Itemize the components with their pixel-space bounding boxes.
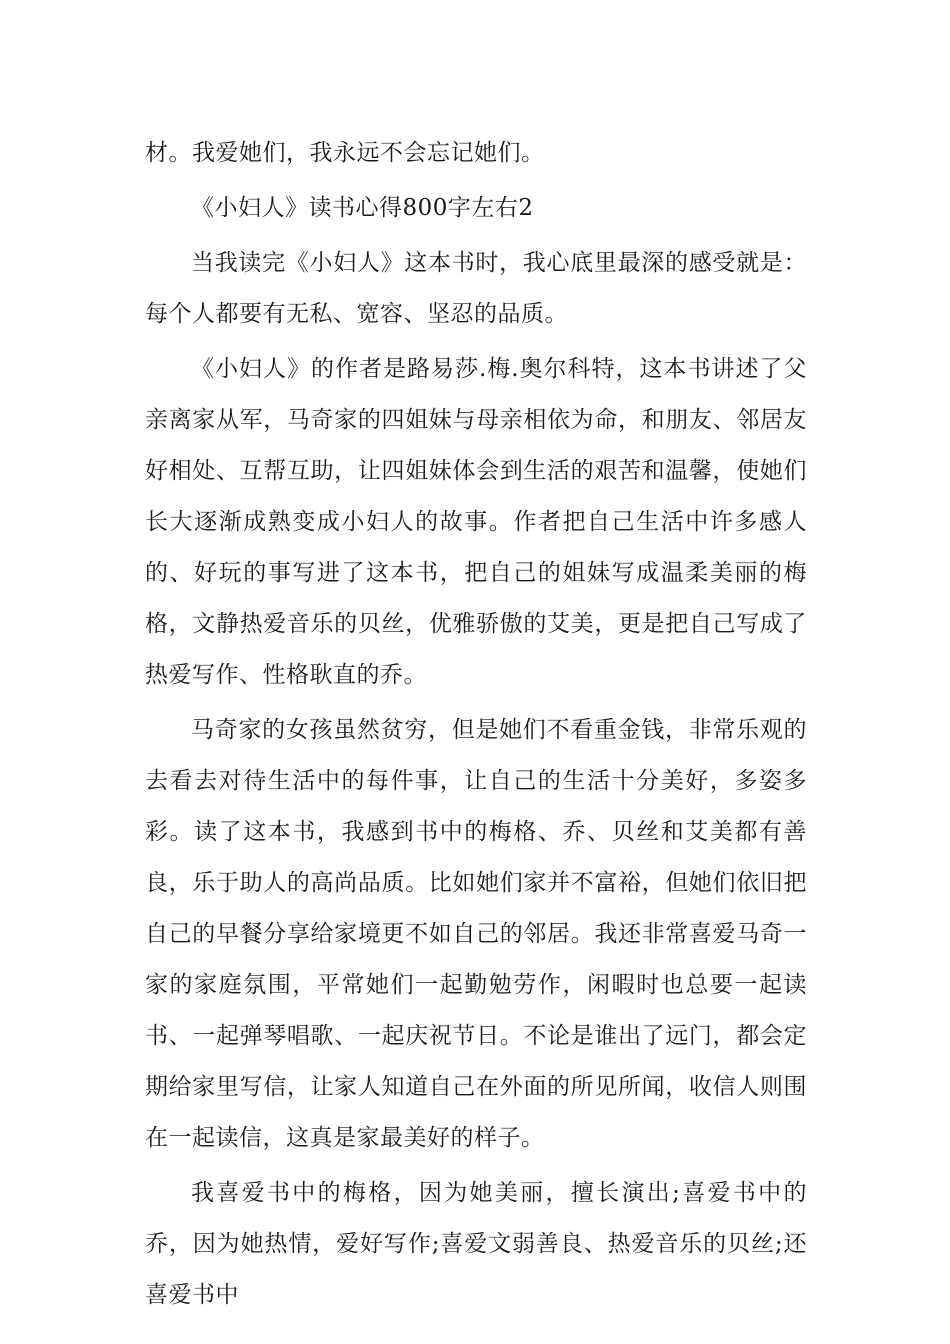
paragraph-family: 马奇家的女孩虽然贫穷，但是她们不看重金钱，非常乐观的去看去对待生活中的每件事，让自己的生活十分美好，多姿多彩。读了这本书，我感到书中的梅格、乔、贝丝和艾美都有善良，乐于助人的高尚品质。比如她们家并不富裕，但她们依旧把自己的早餐分享给家境更不如自己的邻居。我还非常喜爱马奇一家的家庭氛围，平常她们一起勤勉劳作，闲暇时也总要一起读书、一起弹琴唱歌、一起庆祝节日。不论是谁出了远门，都会定期给家里写信，让家人知道自己在外面的所见所闻，收信人则围在一起读信，这真是家最美好的样子。 xyxy=(145,717,807,1151)
document-body xyxy=(145,128,807,1321)
paragraph-characters: 我喜爱书中的梅格，因为她美丽，擅长演出;喜爱书中的乔，因为她热情，爱好写作;喜爱文弱善良、热爱音乐的贝丝;还喜爱书中 xyxy=(145,1180,807,1308)
section-title: 《小妇人》读书心得800字左右2 xyxy=(191,195,534,221)
paragraph-author: 《小妇人》的作者是路易莎.梅.奥尔科特，这本书讲述了父亲离家从军，马奇家的四姐妹与母亲相依为命，和朋友、邻居友好相处、互帮互助，让四姐妹体会到生活的艰苦和温馨，使她们长大逐渐成熟变成小妇人的故事。作者把自己生活中许多感人的、好玩的事写进了这本书，把自己的姐妹写成温柔美丽的梅格，文静热爱音乐的贝丝，优雅骄傲的艾美，更是把自己写成了热爱写作、性格耿直的乔。 xyxy=(145,356,807,688)
paragraph-intro: 当我读完《小妇人》这本书时，我心底里最深的感受就是：每个人都要有无私、宽容、坚忍的品质。 xyxy=(145,250,807,327)
paragraph-continuation: 材。我爱她们，我永远不会忘记她们。 xyxy=(145,140,545,166)
